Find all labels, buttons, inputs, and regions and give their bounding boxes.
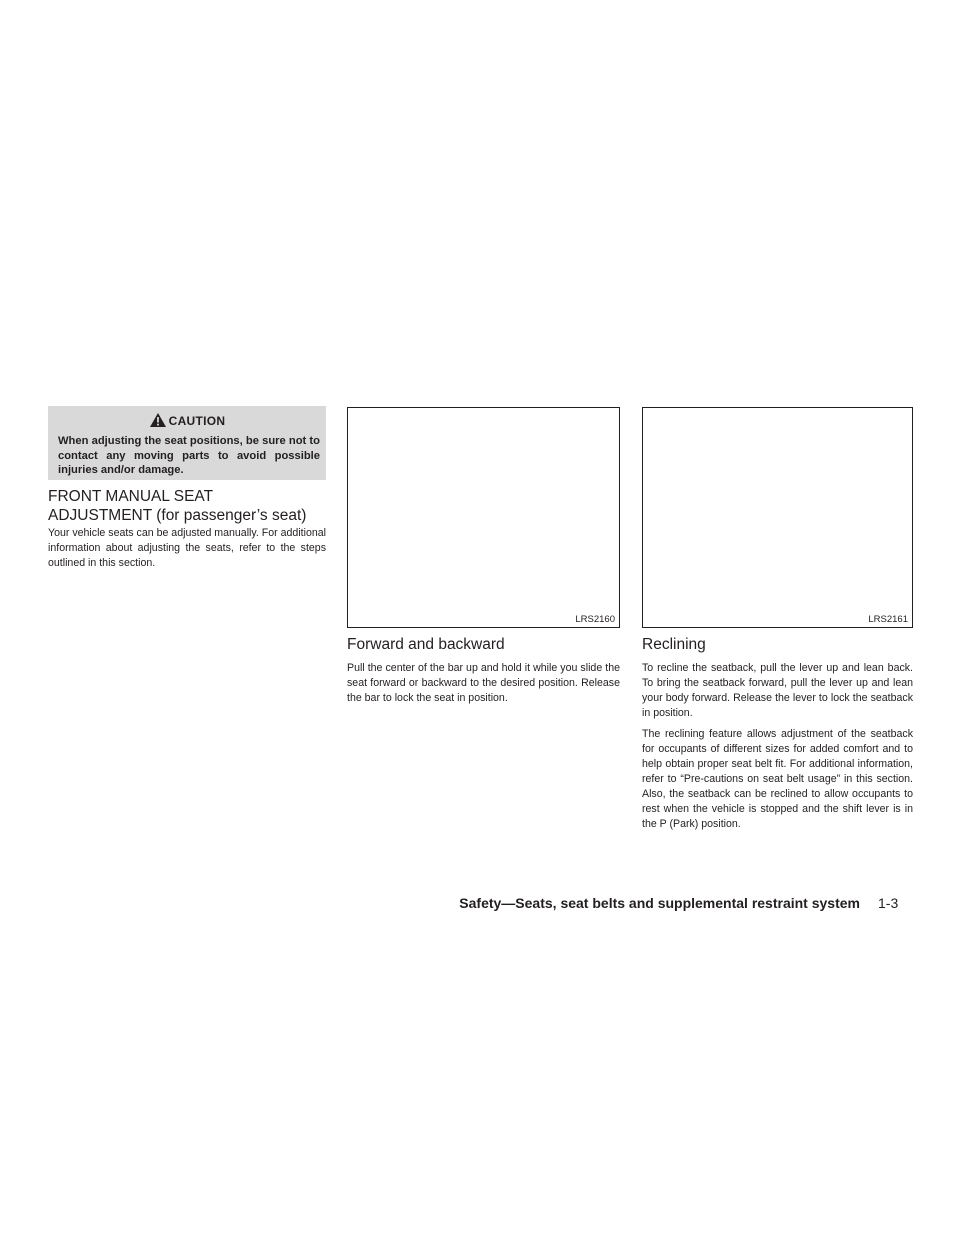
footer-chapter-title: Safety—Seats, seat belts and supplemental restraint system (459, 895, 860, 911)
figure-forward-backward (347, 407, 620, 628)
caution-text: When adjusting the seat positions, be sure not to contact any moving parts to avoid possible injuries and/or damage. (58, 435, 320, 477)
figure-reclining (642, 407, 913, 628)
section-heading-line2: ADJUSTMENT (for passenger’s seat) (48, 507, 307, 524)
reclining-text-1: To recline the seatback, pull the lever up and lean back. To bring the seatback forward, pull the lever up and lean your body forward. Release the lever to lock the seatback in position. (642, 662, 913, 719)
section-intro: Your vehicle seats can be adjusted manually. For additional information about adjusting the seats, refer to the steps outlined in this section. (48, 527, 326, 569)
reclining-text-2: The reclining feature allows adjustment of the seatback for occupants of different sizes for added comfort and to help obtain proper seat belt fit. For additional information, refer to “Pre-cautions on seat belt usage” in this section. Also, the seatback can be reclined to allow occupants to rest when the vehicle is stopped and the shift lever is in the P (Park) position. (642, 728, 913, 830)
figure-id-label: LRS2160 (575, 614, 615, 625)
forward-backward-text: Pull the center of the bar up and hold it while you slide the seat forward or backward to the desired position. Release the bar to lock the seat in position. (347, 662, 620, 704)
caution-title: CAUTION (168, 414, 226, 428)
forward-backward-heading: Forward and backward (347, 636, 505, 653)
caution-header (48, 412, 326, 428)
reclining-heading: Reclining (642, 636, 706, 653)
warning-triangle-icon (149, 412, 167, 428)
section-heading-line1: FRONT MANUAL SEAT (48, 488, 214, 505)
figure-id-label: LRS2161 (868, 614, 908, 625)
caution-box (48, 406, 326, 480)
page-number: 1-3 (878, 895, 899, 911)
